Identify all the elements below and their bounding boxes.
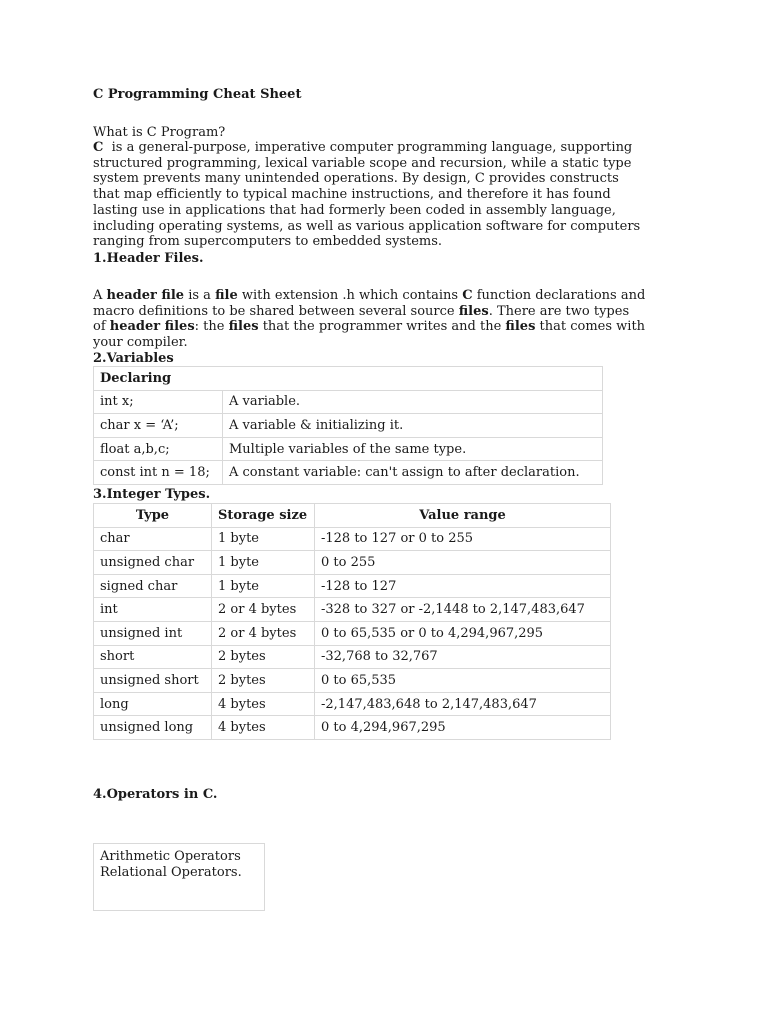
type-cell: short — [94, 645, 212, 669]
table-row — [94, 621, 611, 645]
value-range-cell: 0 to 4,294,967,295 — [315, 716, 611, 740]
header-files-line — [93, 319, 645, 335]
operator-item: Arithmetic Operators — [100, 849, 241, 864]
value-range-cell: -128 to 127 or 0 to 255 — [315, 527, 611, 551]
column-header-storage-size: Storage size — [212, 504, 315, 528]
declaration-cell: float a,b,c; — [94, 437, 223, 461]
value-range-cell: -328 to 327 or -2,1448 to 2,147,483,647 — [315, 598, 611, 622]
description-cell: A variable. — [223, 390, 603, 414]
declaration-cell: const int n = 18; — [94, 461, 223, 485]
intro-line — [93, 203, 693, 219]
declaration-cell: int x; — [94, 390, 223, 414]
intro-line-text: system prevents many unintended operations. By design, C provides constructs — [93, 171, 619, 187]
table-row — [94, 645, 611, 669]
table-row — [94, 527, 611, 551]
value-range-cell: 0 to 65,535 or 0 to 4,294,967,295 — [315, 621, 611, 645]
value-range-cell: 0 to 255 — [315, 551, 611, 575]
section-heading-header-files: 1.Header Files. — [93, 251, 204, 266]
bold-term: C — [462, 288, 473, 303]
intro-line-text: ranging from supercomputers to embedded systems. — [93, 234, 443, 250]
section-heading-operators: 4.Operators in C. — [93, 787, 218, 802]
intro-bold-term: C — [93, 140, 104, 155]
header-files-paragraph — [93, 288, 645, 351]
storage-size-cell: 1 byte — [212, 574, 315, 598]
table-header-cell: Declaring — [94, 367, 603, 391]
table-header-row — [94, 367, 603, 391]
type-cell: signed char — [94, 574, 212, 598]
description-cell: A variable & initializing it. — [223, 414, 603, 438]
storage-size-cell: 4 bytes — [212, 692, 315, 716]
text-segment: function declarations and — [472, 288, 646, 303]
bold-term: header files — [109, 319, 195, 335]
intro-line-text: is a general-purpose, imperative computer programming language, supporting — [103, 140, 633, 155]
table-row — [94, 692, 611, 716]
storage-size-cell: 2 bytes — [212, 669, 315, 693]
type-cell: unsigned short — [94, 669, 212, 693]
text-segment: with extension .h which contains — [237, 288, 463, 303]
intro-line — [93, 219, 693, 235]
intro-line — [93, 156, 693, 172]
integer-types-table — [93, 503, 611, 740]
type-cell: unsigned char — [94, 551, 212, 575]
storage-size-cell: 1 byte — [212, 551, 315, 575]
storage-size-cell: 2 bytes — [212, 645, 315, 669]
intro-line — [93, 187, 693, 203]
header-files-line — [93, 335, 645, 351]
bold-term: header file — [106, 288, 185, 303]
table-header-row — [94, 504, 611, 528]
storage-size-cell: 2 or 4 bytes — [212, 621, 315, 645]
table-row — [94, 461, 603, 485]
column-header-type: Type — [94, 504, 212, 528]
table-row — [94, 574, 611, 598]
text-segment: macro definitions to be shared between several source — [93, 303, 459, 319]
bold-term: file — [215, 288, 238, 303]
table-row — [94, 414, 603, 438]
intro-line — [93, 140, 693, 156]
value-range-cell: 0 to 65,535 — [315, 669, 611, 693]
type-cell: char — [94, 527, 212, 551]
variables-table — [93, 366, 603, 485]
type-cell: unsigned int — [94, 621, 212, 645]
description-cell: Multiple variables of the same type. — [223, 437, 603, 461]
value-range-cell: -128 to 127 — [315, 574, 611, 598]
intro-line-text: that map efficiently to typical machine instructions, and therefore it has found — [93, 187, 611, 203]
table-row — [94, 437, 603, 461]
table-row — [94, 716, 611, 740]
text-segment: your compiler. — [93, 335, 188, 351]
text-segment: . There are two types — [488, 303, 630, 319]
table-row — [94, 598, 611, 622]
intro-paragraph — [93, 140, 693, 250]
type-cell: unsigned long — [94, 716, 212, 740]
declaration-cell: char x = ‘A’; — [94, 414, 223, 438]
bold-term: files — [458, 303, 489, 319]
table-row — [94, 390, 603, 414]
text-segment: that comes with — [535, 319, 646, 335]
value-range-cell: -2,147,483,648 to 2,147,483,647 — [315, 692, 611, 716]
intro-line — [93, 234, 693, 250]
text-segment: that the programmer writes and the — [258, 319, 506, 335]
value-range-cell: -32,768 to 32,767 — [315, 645, 611, 669]
intro-line-text: lasting use in applications that had formerly been coded in assembly language, — [93, 202, 616, 218]
text-segment: : the — [194, 319, 229, 335]
table-row — [94, 551, 611, 575]
intro-line-text: structured programming, lexical variable scope and recursion, while a static type — [93, 155, 632, 171]
storage-size-cell: 2 or 4 bytes — [212, 598, 315, 622]
header-files-line — [93, 304, 645, 320]
table-row — [94, 669, 611, 693]
document-title: C Programming Cheat Sheet — [93, 87, 302, 102]
type-cell: int — [94, 598, 212, 622]
operator-item: Relational Operators. — [100, 865, 242, 880]
text-segment: is a — [184, 288, 216, 303]
operators-box — [93, 843, 265, 911]
bold-term: files — [228, 319, 259, 335]
storage-size-cell: 4 bytes — [212, 716, 315, 740]
text-segment: of — [93, 319, 110, 335]
bold-term: files — [505, 319, 536, 335]
header-files-line — [93, 288, 645, 304]
column-header-value-range: Value range — [315, 504, 611, 528]
section-heading-variables: 2.Variables — [93, 351, 174, 366]
description-cell: A constant variable: can't assign to after declaration. — [223, 461, 603, 485]
intro-question: What is C Program? — [93, 125, 226, 140]
storage-size-cell: 1 byte — [212, 527, 315, 551]
section-heading-integer-types: 3.Integer Types. — [93, 487, 211, 502]
intro-line — [93, 171, 693, 187]
intro-line-text: including operating systems, as well as various application software for computers — [93, 218, 641, 234]
text-segment: A — [93, 288, 107, 303]
type-cell: long — [94, 692, 212, 716]
